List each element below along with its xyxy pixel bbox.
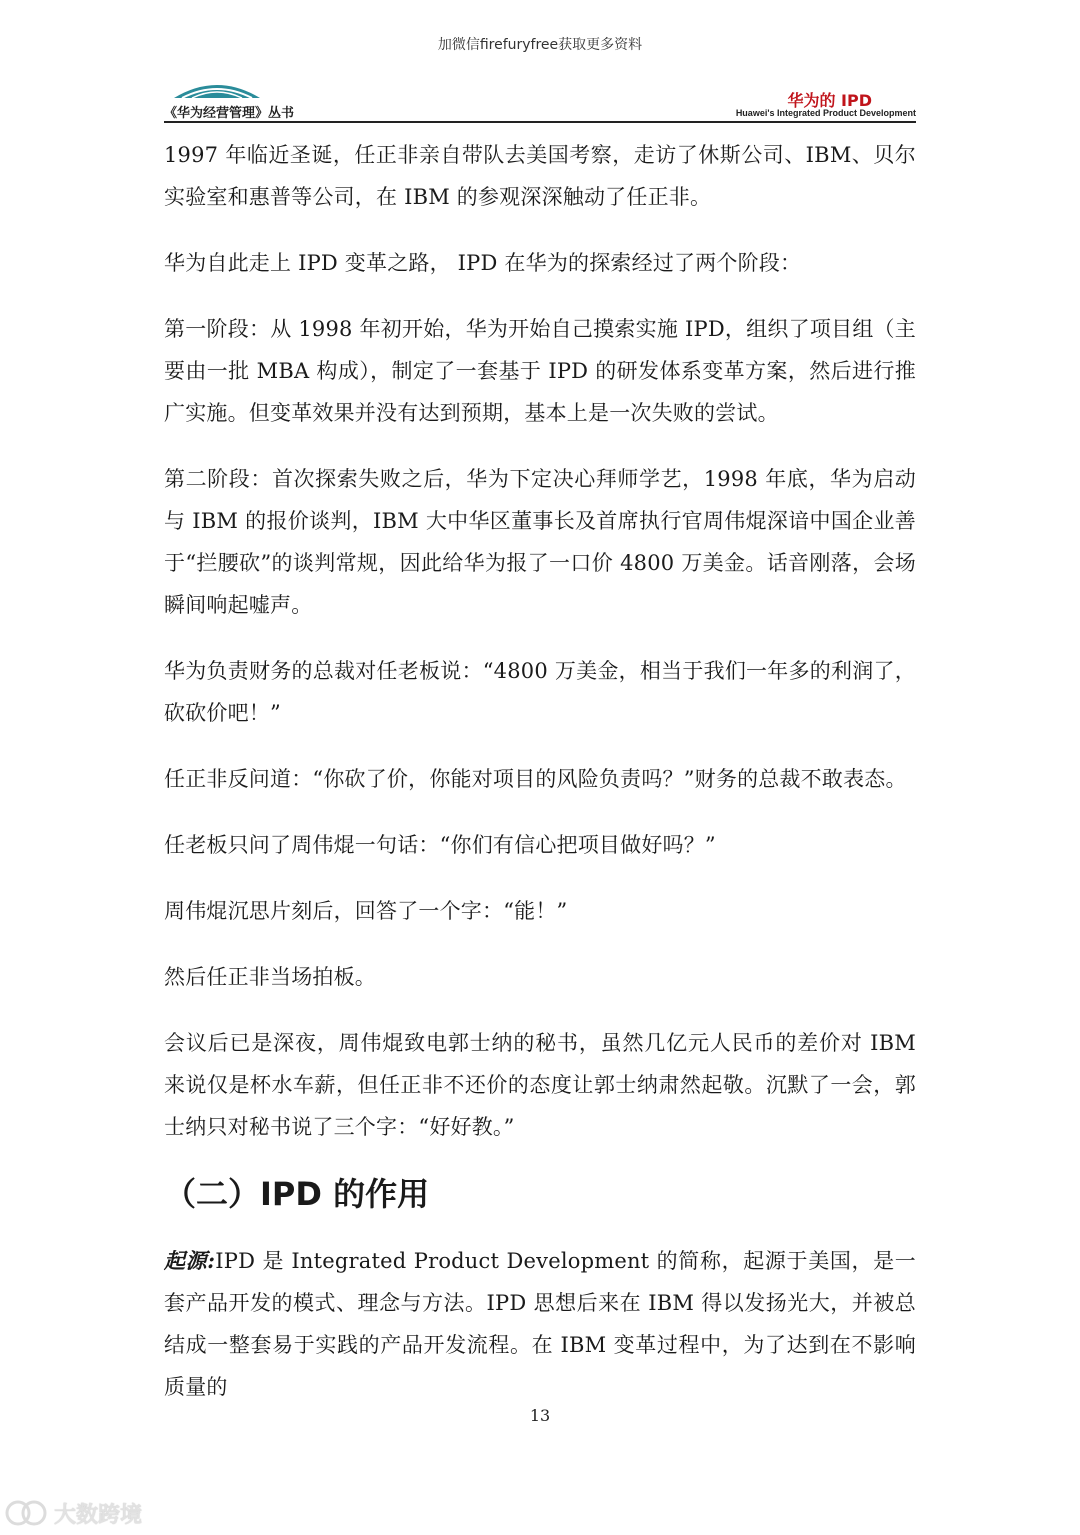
section-heading: （二）IPD 的作用 xyxy=(164,1175,430,1213)
watermark xyxy=(4,1496,142,1530)
paragraph-lead-label: 起源: xyxy=(164,1248,216,1273)
paragraph-4: 第二阶段：首次探索失败之后，华为下定决心拜师学艺，1998 年底，华为启动与 IBM 的报价谈判，IBM 大中华区董事长及首席执行官周伟焜深谙中国企业善于“拦腰砍”的谈判常规，因此给华为报了一口价 4800 万美金。话音刚落，会场瞬间响起嘘声。 xyxy=(164,467,916,617)
paragraph-9: 然后任正非当场拍板。 xyxy=(164,965,376,989)
watermark-text: 大数跨境 xyxy=(54,1502,143,1528)
paragraph-5: 华为负责财务的总裁对任老板说：“4800 万美金，相当于我们一年多的利润了，砍砍价吧！” xyxy=(164,659,916,725)
paragraph-10: 会议后已是深夜，周伟焜致电郭士纳的秘书，虽然几亿元人民币的差价对 IBM 来说仅是杯水车薪，但任正非不还价的态度让郭士纳肃然起敬。沉默了一会，郭士纳只对秘书说了三个字：“好好教。” xyxy=(164,1031,916,1139)
paragraph-7: 任老板只问了周伟焜一句话：“你们有信心把项目做好吗？” xyxy=(164,833,716,857)
section-paragraph-text: IPD 是 Integrated Product Development 的简称，起源于美国，是一套产品开发的模式、理念与方法。IPD 思想后来在 IBM 得以发扬光大，并被总结成一整套易于实践的产品开发流程。在 IBM 变革过程中，为了达到在不影响质量的 xyxy=(164,1249,917,1399)
paragraph-2: 华为自此走上 IPD 变革之路， IPD 在华为的探索经过了两个阶段： xyxy=(164,251,802,275)
paragraph-8: 周伟焜沉思片刻后，回答了一个字：“能！” xyxy=(164,899,568,923)
section-paragraph xyxy=(164,1240,916,1408)
header-divider xyxy=(164,121,916,123)
book-series-title: 《华为经营管理》丛书 xyxy=(164,106,295,121)
series-logo-icon xyxy=(172,78,262,100)
book-subtitle: Huawei's Integrated Product Development xyxy=(735,108,916,118)
page-body xyxy=(164,134,916,1432)
watermark-logo-icon xyxy=(4,1498,48,1528)
top-note: 加微信firefuryfree获取更多资料 xyxy=(437,37,643,53)
paragraph-6: 任正非反问道：“你砍了价，你能对项目的风险负责吗？”财务的总裁不敢表态。 xyxy=(164,767,907,791)
page-header xyxy=(164,78,916,122)
page-number: 13 xyxy=(529,1406,551,1425)
paragraph-1: 1997 年临近圣诞，任正非亲自带队去美国考察，走访了休斯公司、IBM、贝尔实验室和惠普等公司，在 IBM 的参观深深触动了任正非。 xyxy=(164,143,916,209)
paragraph-3: 第一阶段：从 1998 年初开始，华为开始自己摸索实施 IPD，组织了项目组（主要由一批 MBA 构成），制定了一套基于 IPD 的研发体系变革方案，然后进行推广实施。但变革效果并没有达到预期，基本上是一次失败的尝试。 xyxy=(164,317,916,425)
book-title: 华为的 IPD xyxy=(787,91,872,110)
